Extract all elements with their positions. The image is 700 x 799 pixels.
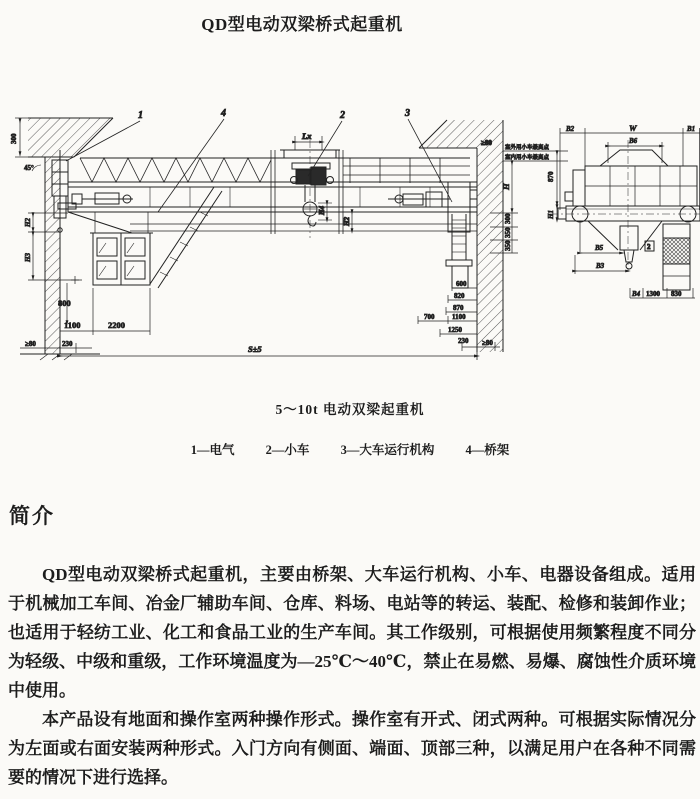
dim-span xyxy=(60,341,477,360)
svg-text:B3: B3 xyxy=(596,262,605,270)
svg-text:H2: H2 xyxy=(24,218,32,227)
intro-text xyxy=(8,560,696,792)
svg-text:230: 230 xyxy=(62,340,73,348)
svg-text:2: 2 xyxy=(647,243,651,251)
access-stair xyxy=(150,187,222,288)
svg-text:H1: H1 xyxy=(547,210,555,219)
svg-text:300: 300 xyxy=(504,213,512,224)
svg-text:H2: H2 xyxy=(343,217,351,226)
svg-text:350: 350 xyxy=(504,240,512,251)
svg-text:4: 4 xyxy=(221,108,226,119)
svg-text:870: 870 xyxy=(453,304,464,312)
svg-text:B2: B2 xyxy=(566,125,575,133)
svg-text:W: W xyxy=(629,123,637,133)
svg-text:350: 350 xyxy=(504,227,512,238)
svg-text:830: 830 xyxy=(671,290,682,298)
svg-text:H3: H3 xyxy=(24,253,32,262)
intro-paragraph-1: QD型电动双梁桥式起重机，主要由桥架、大车运行机构、小车、电器设备组成。适用于机械加工车间、冶金厂辅助车间、仓库、料场、电站等的转运、装配、检修和装卸作业；也适用于轻纺工业、化工和食品工业的生产车间。其工作级别，可根据使用频繁程度不同分为轻级、中级和重级，工作环境温度为—25℃～40℃，禁止在易燃、易爆、腐蚀性介质环境中使用。 xyxy=(8,565,696,700)
svg-text:B6: B6 xyxy=(629,137,638,145)
svg-text:H4: H4 xyxy=(318,206,326,215)
electric-equipment xyxy=(52,160,133,232)
legend-item-bridge: 4—桥架 xyxy=(465,443,510,457)
legend-item-trolley: 2—小车 xyxy=(265,443,310,457)
svg-text:3: 3 xyxy=(405,108,410,119)
svg-text:S±5: S±5 xyxy=(248,344,262,354)
svg-text:B5: B5 xyxy=(595,244,604,252)
svg-text:230: 230 xyxy=(458,337,469,345)
svg-text:1300: 1300 xyxy=(646,290,660,298)
svg-text:1100: 1100 xyxy=(64,320,81,330)
svg-text:B4: B4 xyxy=(632,290,641,298)
svg-text:800: 800 xyxy=(58,298,71,308)
svg-text:B1: B1 xyxy=(687,125,696,133)
travel-mechanism xyxy=(388,182,477,288)
legend-item-electric: 1—电气 xyxy=(190,443,235,457)
svg-text:870: 870 xyxy=(547,171,555,182)
figure-legend xyxy=(0,440,700,458)
svg-text:2: 2 xyxy=(340,110,345,121)
svg-text:2200: 2200 xyxy=(108,320,125,330)
trolley xyxy=(280,131,352,238)
svg-text:1: 1 xyxy=(138,110,143,121)
svg-text:室内用小车最高点: 室内用小车最高点 xyxy=(505,155,550,161)
legend-item-travel-mechanism: 3—大车运行机构 xyxy=(340,443,435,457)
svg-text:45°: 45° xyxy=(24,164,34,172)
svg-text:1100: 1100 xyxy=(452,313,466,321)
section-heading: 简介 xyxy=(9,504,55,528)
height-notes xyxy=(503,143,568,161)
crane-drawing xyxy=(0,106,700,372)
svg-text:≥80: ≥80 xyxy=(481,139,492,147)
figure-caption: 5～10t 电动双梁起重机 xyxy=(275,402,425,417)
svg-text:≥80: ≥80 xyxy=(25,340,36,348)
svg-text:室外用小车最高点: 室外用小车最高点 xyxy=(505,145,550,151)
page-title: QD型电动双梁桥式起重机 xyxy=(201,15,403,34)
svg-text:300: 300 xyxy=(10,133,18,144)
dims-bottom-left xyxy=(20,283,150,353)
end-view xyxy=(547,123,700,298)
svg-text:Lx: Lx xyxy=(302,131,312,141)
svg-text:700: 700 xyxy=(424,313,435,321)
svg-text:820: 820 xyxy=(454,292,465,300)
intro-paragraph-2: 本产品设有地面和操作室两种操作形式。操作室有开式、闭式两种。可根据实际情况分为左面或右面安装两种形式。入门方向有侧面、端面、顶部三种，以满足用户在各种不同需要的情况下进行选择。 xyxy=(8,710,696,787)
svg-text:600: 600 xyxy=(456,280,467,288)
svg-text:≥80: ≥80 xyxy=(482,339,493,347)
svg-text:H: H xyxy=(501,183,511,190)
svg-text:1250: 1250 xyxy=(448,326,462,334)
driver-cab xyxy=(90,212,153,285)
